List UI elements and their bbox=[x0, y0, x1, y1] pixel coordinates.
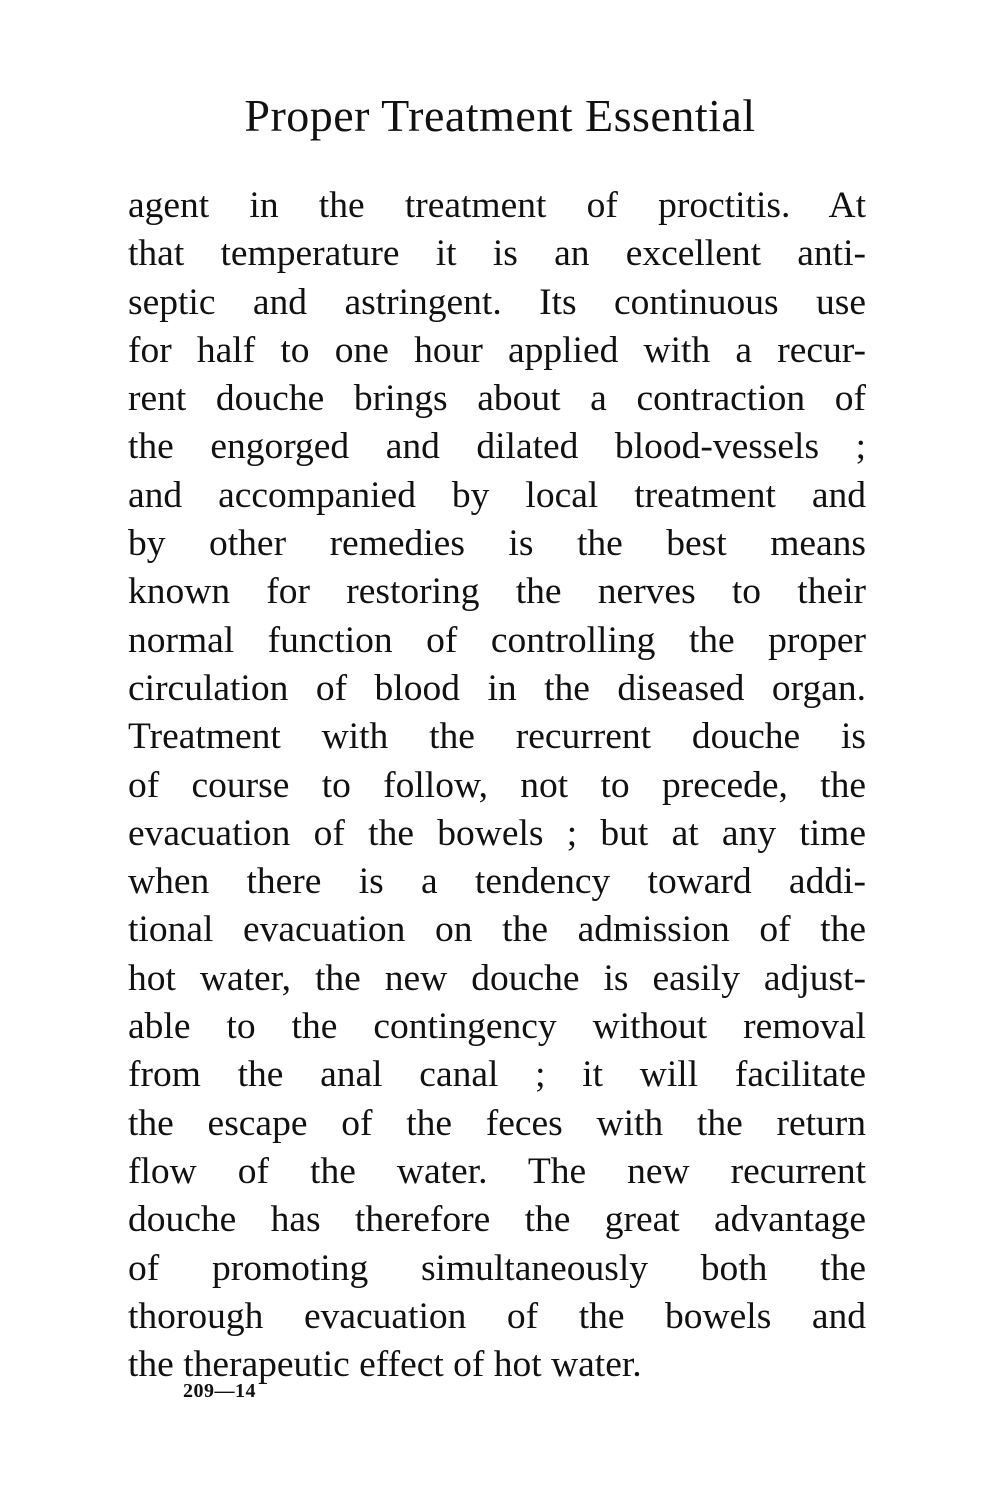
text-line: thorough evacuation of the bowels and bbox=[128, 1295, 866, 1337]
text-line: the therapeutic effect of hot water. bbox=[128, 1344, 642, 1386]
text-line: by other remedies is the best means bbox=[128, 523, 866, 565]
text-line: tional evacuation on the admission of the bbox=[128, 909, 866, 951]
text-line: and accompanied by local treatment and bbox=[128, 474, 866, 516]
text-line: the escape of the feces with the return bbox=[128, 1102, 866, 1144]
running-header: Proper Treatment Essential bbox=[244, 90, 756, 141]
text-line: of course to follow, not to precede, the bbox=[128, 764, 866, 806]
text-line: Treatment with the recurrent douche is bbox=[128, 716, 866, 758]
text-line: the engorged and dilated blood-vessels ; bbox=[128, 426, 866, 468]
text-line: that temperature it is an excellent anti- bbox=[128, 233, 866, 275]
text-line: rent douche brings about a contraction of bbox=[128, 378, 866, 420]
body-text bbox=[128, 182, 866, 1389]
text-line: of promoting simultaneously both the bbox=[128, 1247, 866, 1289]
text-line: for half to one hour applied with a recur- bbox=[128, 329, 866, 371]
signature-mark: 209—14 bbox=[183, 1380, 256, 1402]
text-line: normal function of controlling the proper bbox=[128, 619, 866, 661]
text-line: septic and astringent. Its continuous use bbox=[128, 281, 866, 323]
text-line: known for restoring the nerves to their bbox=[128, 571, 866, 613]
text-line: hot water, the new douche is easily adjust- bbox=[128, 957, 866, 999]
text-line: agent in the treatment of proctitis. At bbox=[128, 185, 866, 226]
text-line: able to the contingency without removal bbox=[128, 1006, 866, 1048]
text-line: when there is a tendency toward addi- bbox=[128, 861, 866, 903]
text-line: evacuation of the bowels ; but at any time bbox=[128, 812, 866, 854]
text-line: flow of the water. The new recurrent bbox=[128, 1150, 866, 1192]
text-line: from the anal canal ; it will facilitate bbox=[128, 1054, 866, 1096]
text-line: circulation of blood in the diseased organ. bbox=[128, 667, 866, 709]
text-line: douche has therefore the great advantage bbox=[128, 1199, 866, 1241]
